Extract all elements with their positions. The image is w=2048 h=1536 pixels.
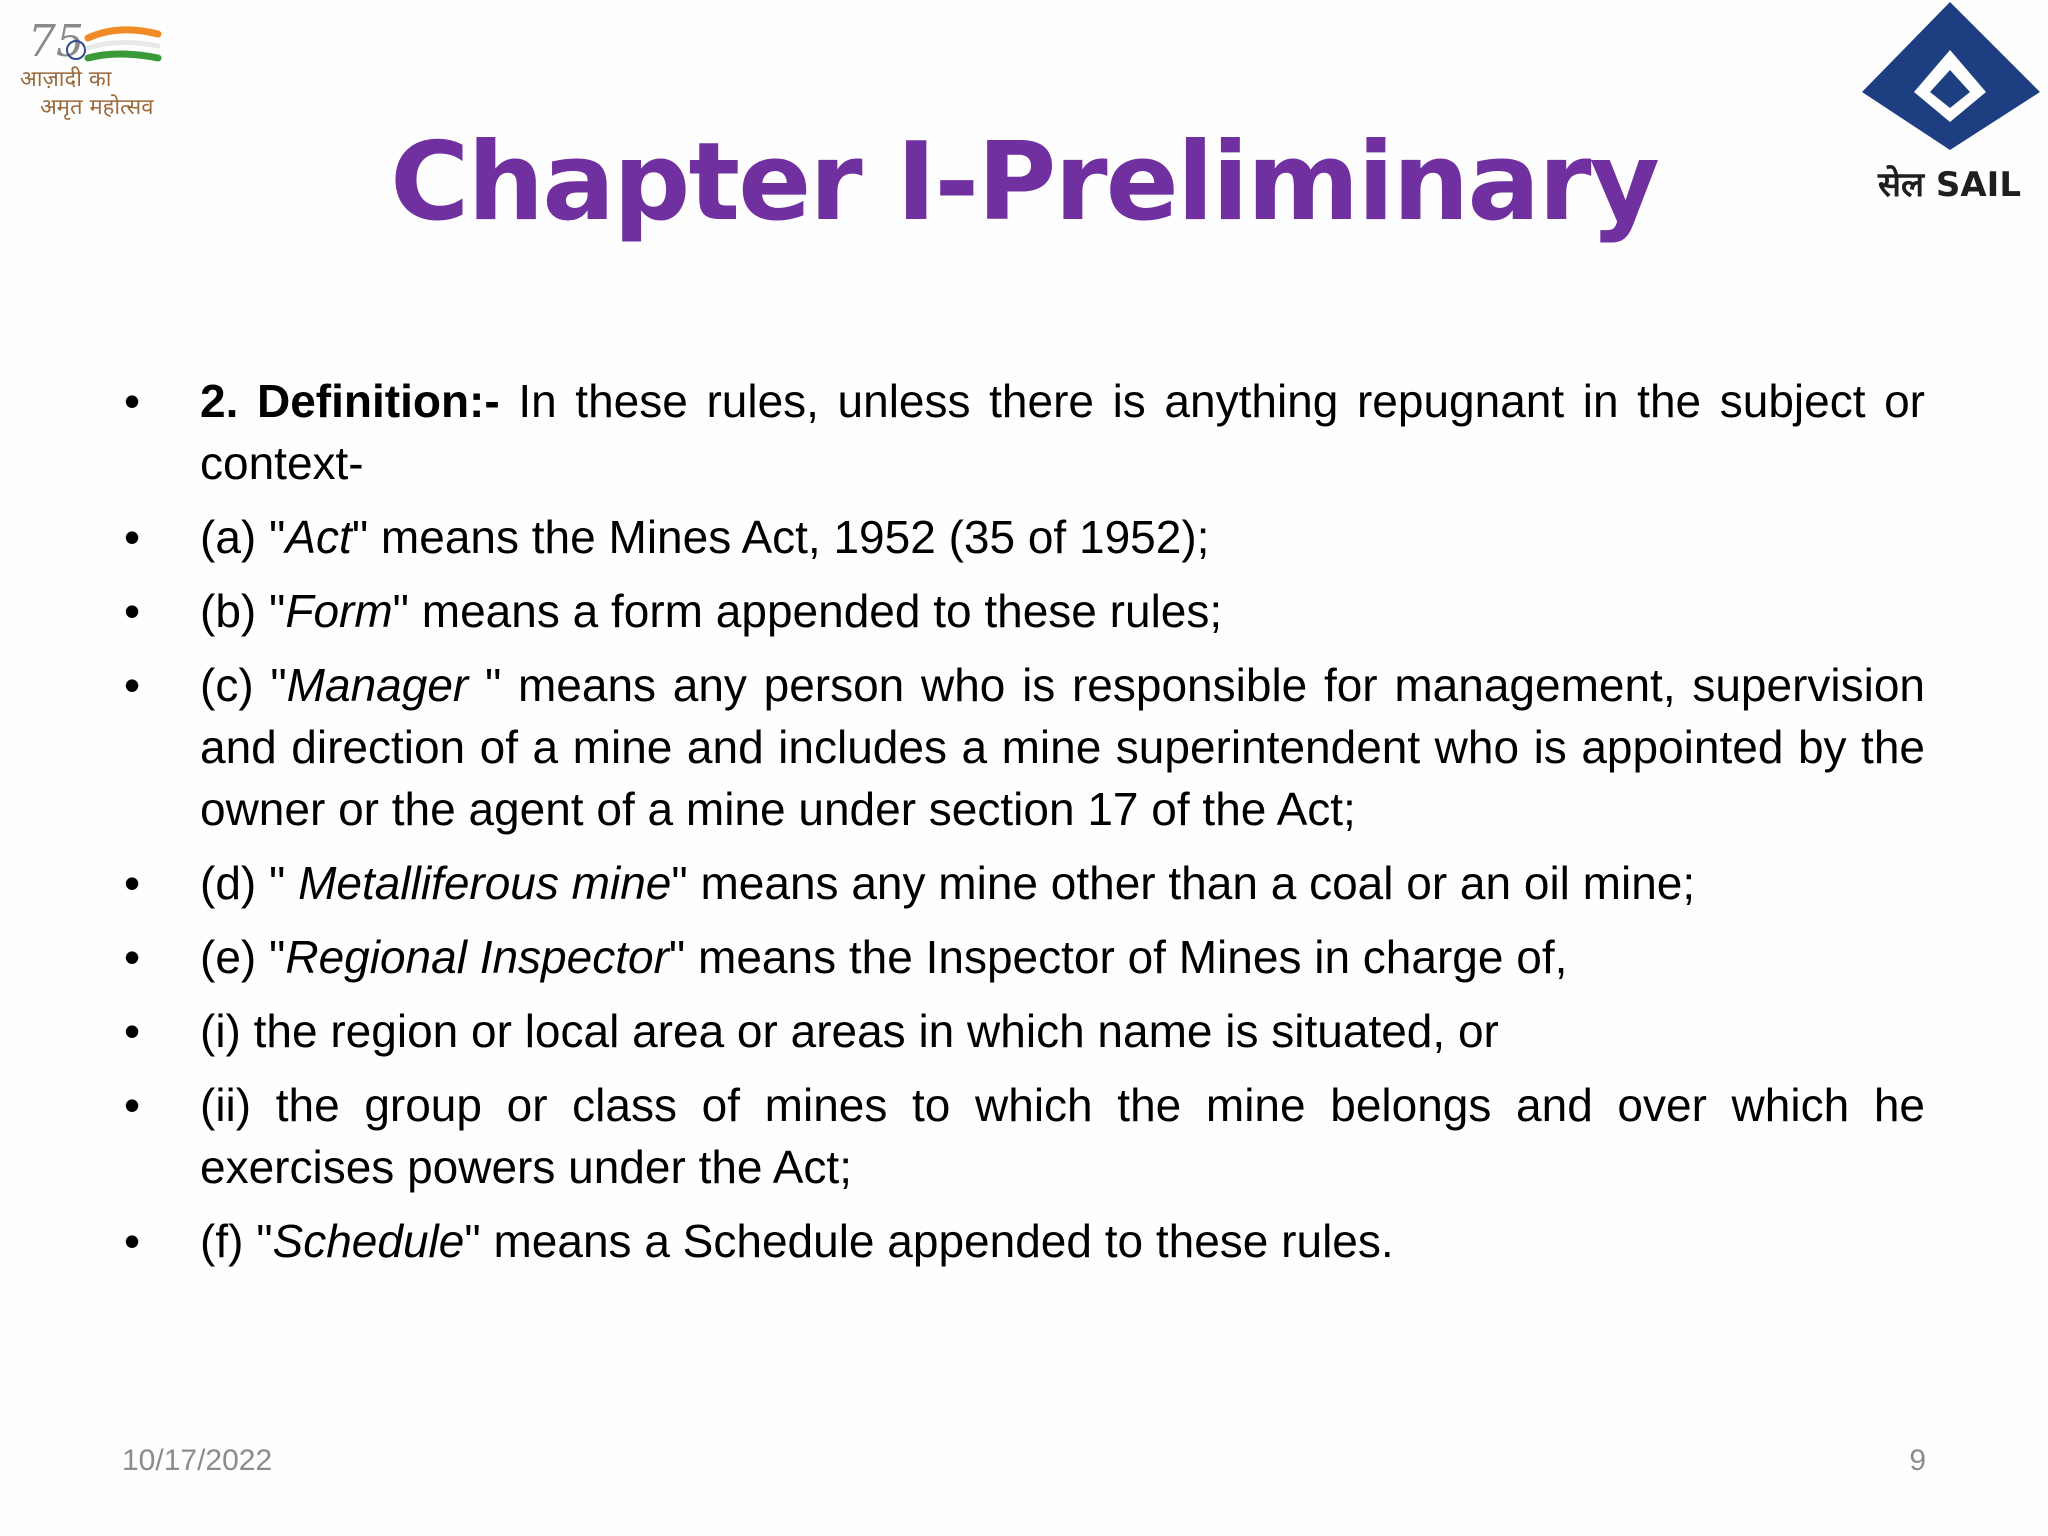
- item-definition: " means any person who is responsible for management, supervision and direction of a mine and includes a mine superintendent who is appointed by the owner or the agent of a mine under section 17 of the Act;: [200, 659, 1925, 835]
- bullet-icon: •: [124, 585, 141, 637]
- azadi-logo-line2: अमृत महोत्सव: [40, 95, 154, 120]
- item-definition: " means any mine other than a coal or an oil mine;: [671, 857, 1696, 909]
- list-item-region: [120, 1000, 1925, 1062]
- defined-term: Act: [285, 511, 352, 563]
- list-item-schedule: [120, 1210, 1925, 1272]
- defined-term: Form: [285, 585, 393, 637]
- bullet-icon: •: [124, 1215, 141, 1267]
- item-definition: " means the Mines Act, 1952 (35 of 1952);: [351, 511, 1210, 563]
- item-text: (ii) the group or class of mines to which the mine belongs and over which he exercises powers under the Act;: [200, 1079, 1925, 1193]
- item-definition: " means a form appended to these rules;: [392, 585, 1223, 637]
- item-text: (i) the region or local area or areas in which name is situated, or: [200, 1005, 1499, 1057]
- footer-date: 10/17/2022: [122, 1444, 273, 1477]
- bullet-icon: •: [124, 931, 141, 983]
- bullet-icon: •: [124, 659, 141, 711]
- bullet-icon: •: [124, 857, 141, 909]
- defined-term: Metalliferous mine: [298, 857, 672, 909]
- svg-text:75: 75: [28, 16, 84, 67]
- item-definition: " means a Schedule appended to these rules.: [464, 1215, 1394, 1267]
- page-number: 9: [1909, 1444, 1926, 1477]
- defined-term: Regional Inspector: [285, 931, 669, 983]
- azadi-75-emblem-icon: [18, 14, 188, 74]
- azadi-ka-amrit-mahotsav-logo: [18, 14, 188, 124]
- list-item-regional-inspector: [120, 926, 1925, 988]
- azadi-logo-text: [18, 66, 188, 122]
- definitions-list: [120, 370, 1925, 1284]
- list-item-group-of-mines: [120, 1074, 1925, 1198]
- list-item-manager: [120, 654, 1925, 840]
- item-definition: " means the Inspector of Mines in charge of,: [668, 931, 1568, 983]
- item-text: In these rules, unless there is anything repugnant in the subject or context-: [200, 375, 1925, 489]
- defined-term: Schedule: [272, 1215, 465, 1267]
- azadi-logo-line1: आज़ादी का: [20, 67, 112, 92]
- bullet-icon: •: [124, 375, 141, 427]
- list-item-form: [120, 580, 1925, 642]
- definition-heading: 2. Definition:-: [200, 375, 500, 427]
- item-prefix: (c) ": [200, 659, 287, 711]
- bullet-icon: •: [124, 511, 141, 563]
- item-prefix: (b) ": [200, 585, 286, 637]
- bullet-icon: •: [124, 1079, 141, 1131]
- bullet-icon: •: [124, 1005, 141, 1057]
- list-item-metalliferous-mine: [120, 852, 1925, 914]
- item-prefix: (e) ": [200, 931, 286, 983]
- slide-title: Chapter I-Preliminary: [390, 120, 1658, 245]
- item-prefix: (a) ": [200, 511, 286, 563]
- list-item-definition-intro: [120, 370, 1925, 494]
- item-prefix: (d) ": [200, 857, 299, 909]
- defined-term: Manager: [286, 659, 469, 711]
- list-item-act: [120, 506, 1925, 568]
- item-prefix: (f) ": [200, 1215, 273, 1267]
- sail-logo-text: सेल SAIL: [1878, 165, 2021, 205]
